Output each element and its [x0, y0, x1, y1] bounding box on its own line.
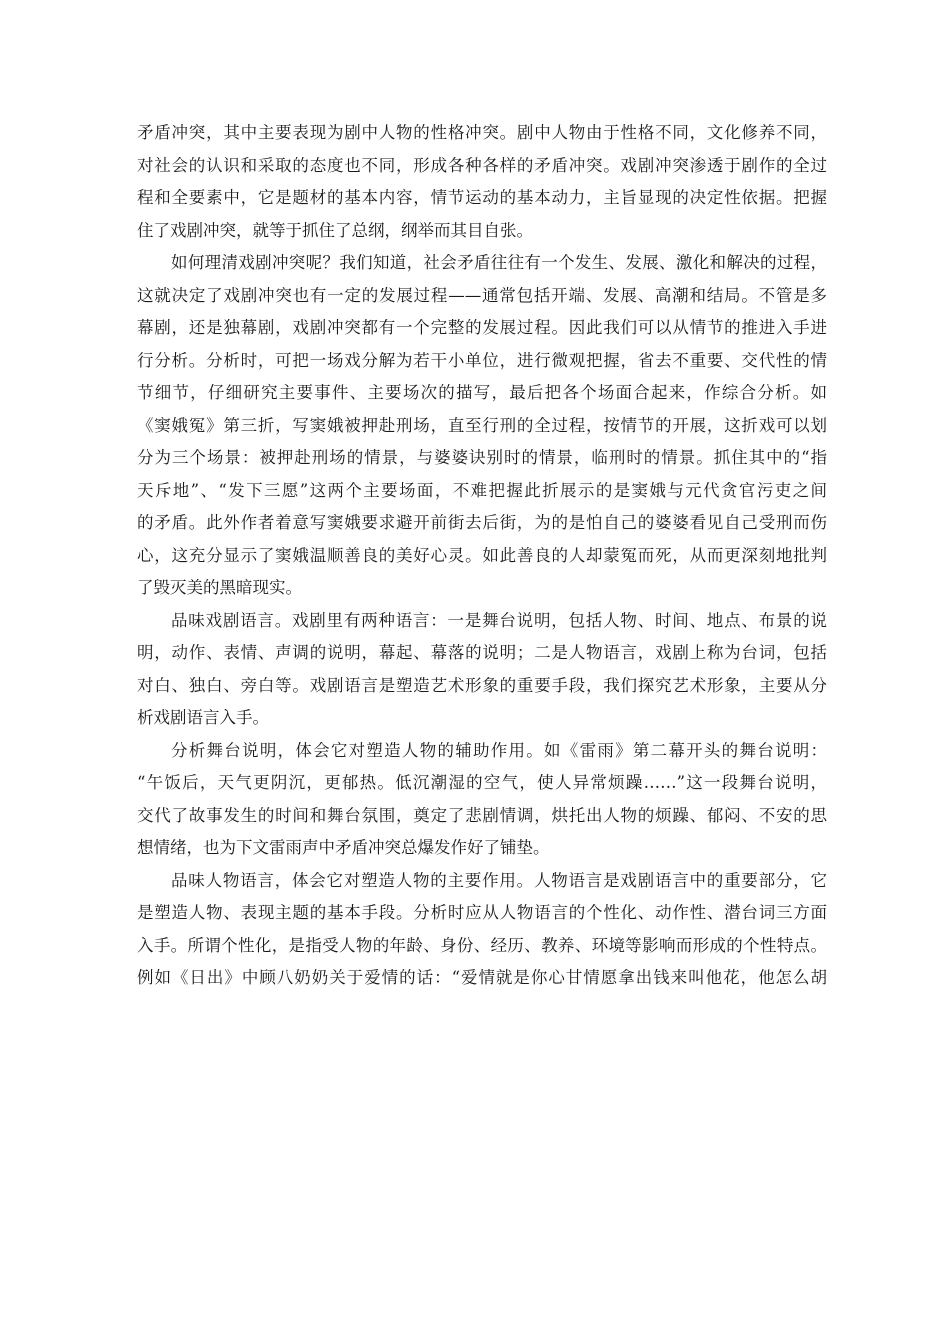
text-line: 节细节，仔细研究主要事件、主要场次的描写，最后把各个场面合起来，作综合分析。如 [137, 383, 827, 402]
text-line: 了毁灭美的黑暗现实。 [137, 578, 302, 597]
text-line: 住了戏剧冲突，就等于抓住了总纲，纲举而其目自张。 [137, 220, 533, 240]
text-line: 想情绪，也为下文雷雨声中矛盾冲突总爆发作好了铺垫。 [137, 838, 550, 857]
text-line: 心，这充分显示了窦娥温顺善良的美好心灵。如此善良的人却蒙冤而死，从而更深刻地批判 [137, 545, 827, 565]
text-line: “午饭后，天气更阴沉，更郁热。低沉潮湿的空气，使人异常烦躁……”这一段舞台说明， [137, 773, 827, 792]
text-line: 交代了故事发生的时间和舞台氛围，奠定了悲剧情调，烘托出人物的烦躁、郁闷、不安的思 [137, 805, 827, 825]
paragraph-drama-language [137, 605, 827, 735]
text-line: 幕剧，还是独幕剧，戏剧冲突都有一个完整的发展过程。因此我们可以从情节的推进入手进 [137, 318, 827, 337]
paragraph-character-language [137, 865, 827, 995]
text-line: 品味戏剧语言。戏剧里有两种语言：一是舞台说明，包括人物、时间、地点、布景的说 [171, 610, 827, 630]
paragraph-conflict-intro [137, 117, 827, 247]
text-line: 对白、独白、旁白等。戏剧语言是塑造艺术形象的重要手段，我们探究艺术形象，主要从分 [137, 675, 827, 695]
text-line: 品味人物语言，体会它对塑造人物的主要作用。人物语言是戏剧语言中的重要部分，它 [171, 870, 827, 890]
text-line: 入手。所谓个性化，是指受人物的年龄、身份、经历、教养、环境等影响而形成的个性特点。 [137, 935, 827, 955]
text-line: 《窦娥冤》第三折，写窦娥被押赴刑场，直至行刑的全过程，按情节的开展，这折戏可以划 [137, 415, 827, 435]
text-line: 如何理清戏剧冲突呢？我们知道，社会矛盾往往有一个发生、发展、激化和解决的过程， [171, 253, 827, 272]
text-line: 明，动作、表情、声调的说明，幕起、幕落的说明；二是人物语言，戏剧上称为台词，包括 [137, 643, 827, 662]
text-line: 的矛盾。此外作者着意写窦娥要求避开前街去后街，为的是怕自己的婆婆看见自己受刑而伤 [137, 513, 827, 532]
text-line: 这就决定了戏剧冲突也有一定的发展过程——通常包括开端、发展、高潮和结局。不管是多 [137, 285, 827, 305]
text-line: 例如《日出》中顾八奶奶关于爱情的话：“爱情就是你心甘情愿拿出钱来叫他花，他怎么胡 [137, 968, 827, 987]
text-line: 程和全要素中，它是题材的基本内容，情节运动的基本动力，主旨显现的决定性依据。把握 [137, 188, 827, 207]
paragraph-stage-directions [137, 735, 827, 865]
text-line: 对社会的认识和采取的态度也不同，形成各种各样的矛盾冲突。戏剧冲突渗透于剧作的全过 [137, 155, 827, 175]
text-line: 天斥地”、“发下三愿”这两个主要场面，不难把握此折展示的是窦娥与元代贪官污吏之间 [137, 480, 827, 500]
text-line: 是塑造人物、表现主题的基本手段。分析时应从人物语言的个性化、动作性、潜台词三方面 [137, 903, 827, 922]
paragraph-conflict-analysis [137, 247, 827, 605]
text-line: 行分析。分析时，可把一场戏分解为若干小单位，进行微观把握，省去不重要、交代性的情 [137, 350, 827, 370]
body-text [137, 117, 827, 995]
text-line: 分为三个场景：被押赴刑场的情景，与婆婆诀别时的情景，临刑时的情景。抓住其中的“指 [137, 448, 827, 467]
text-line: 析戏剧语言入手。 [137, 708, 269, 727]
text-line: 分析舞台说明，体会它对塑造人物的辅助作用。如《雷雨》第二幕开头的舞台说明： [171, 740, 827, 760]
text-line: 矛盾冲突，其中主要表现为剧中人物的性格冲突。剧中人物由于性格不同，文化修养不同， [137, 123, 827, 142]
